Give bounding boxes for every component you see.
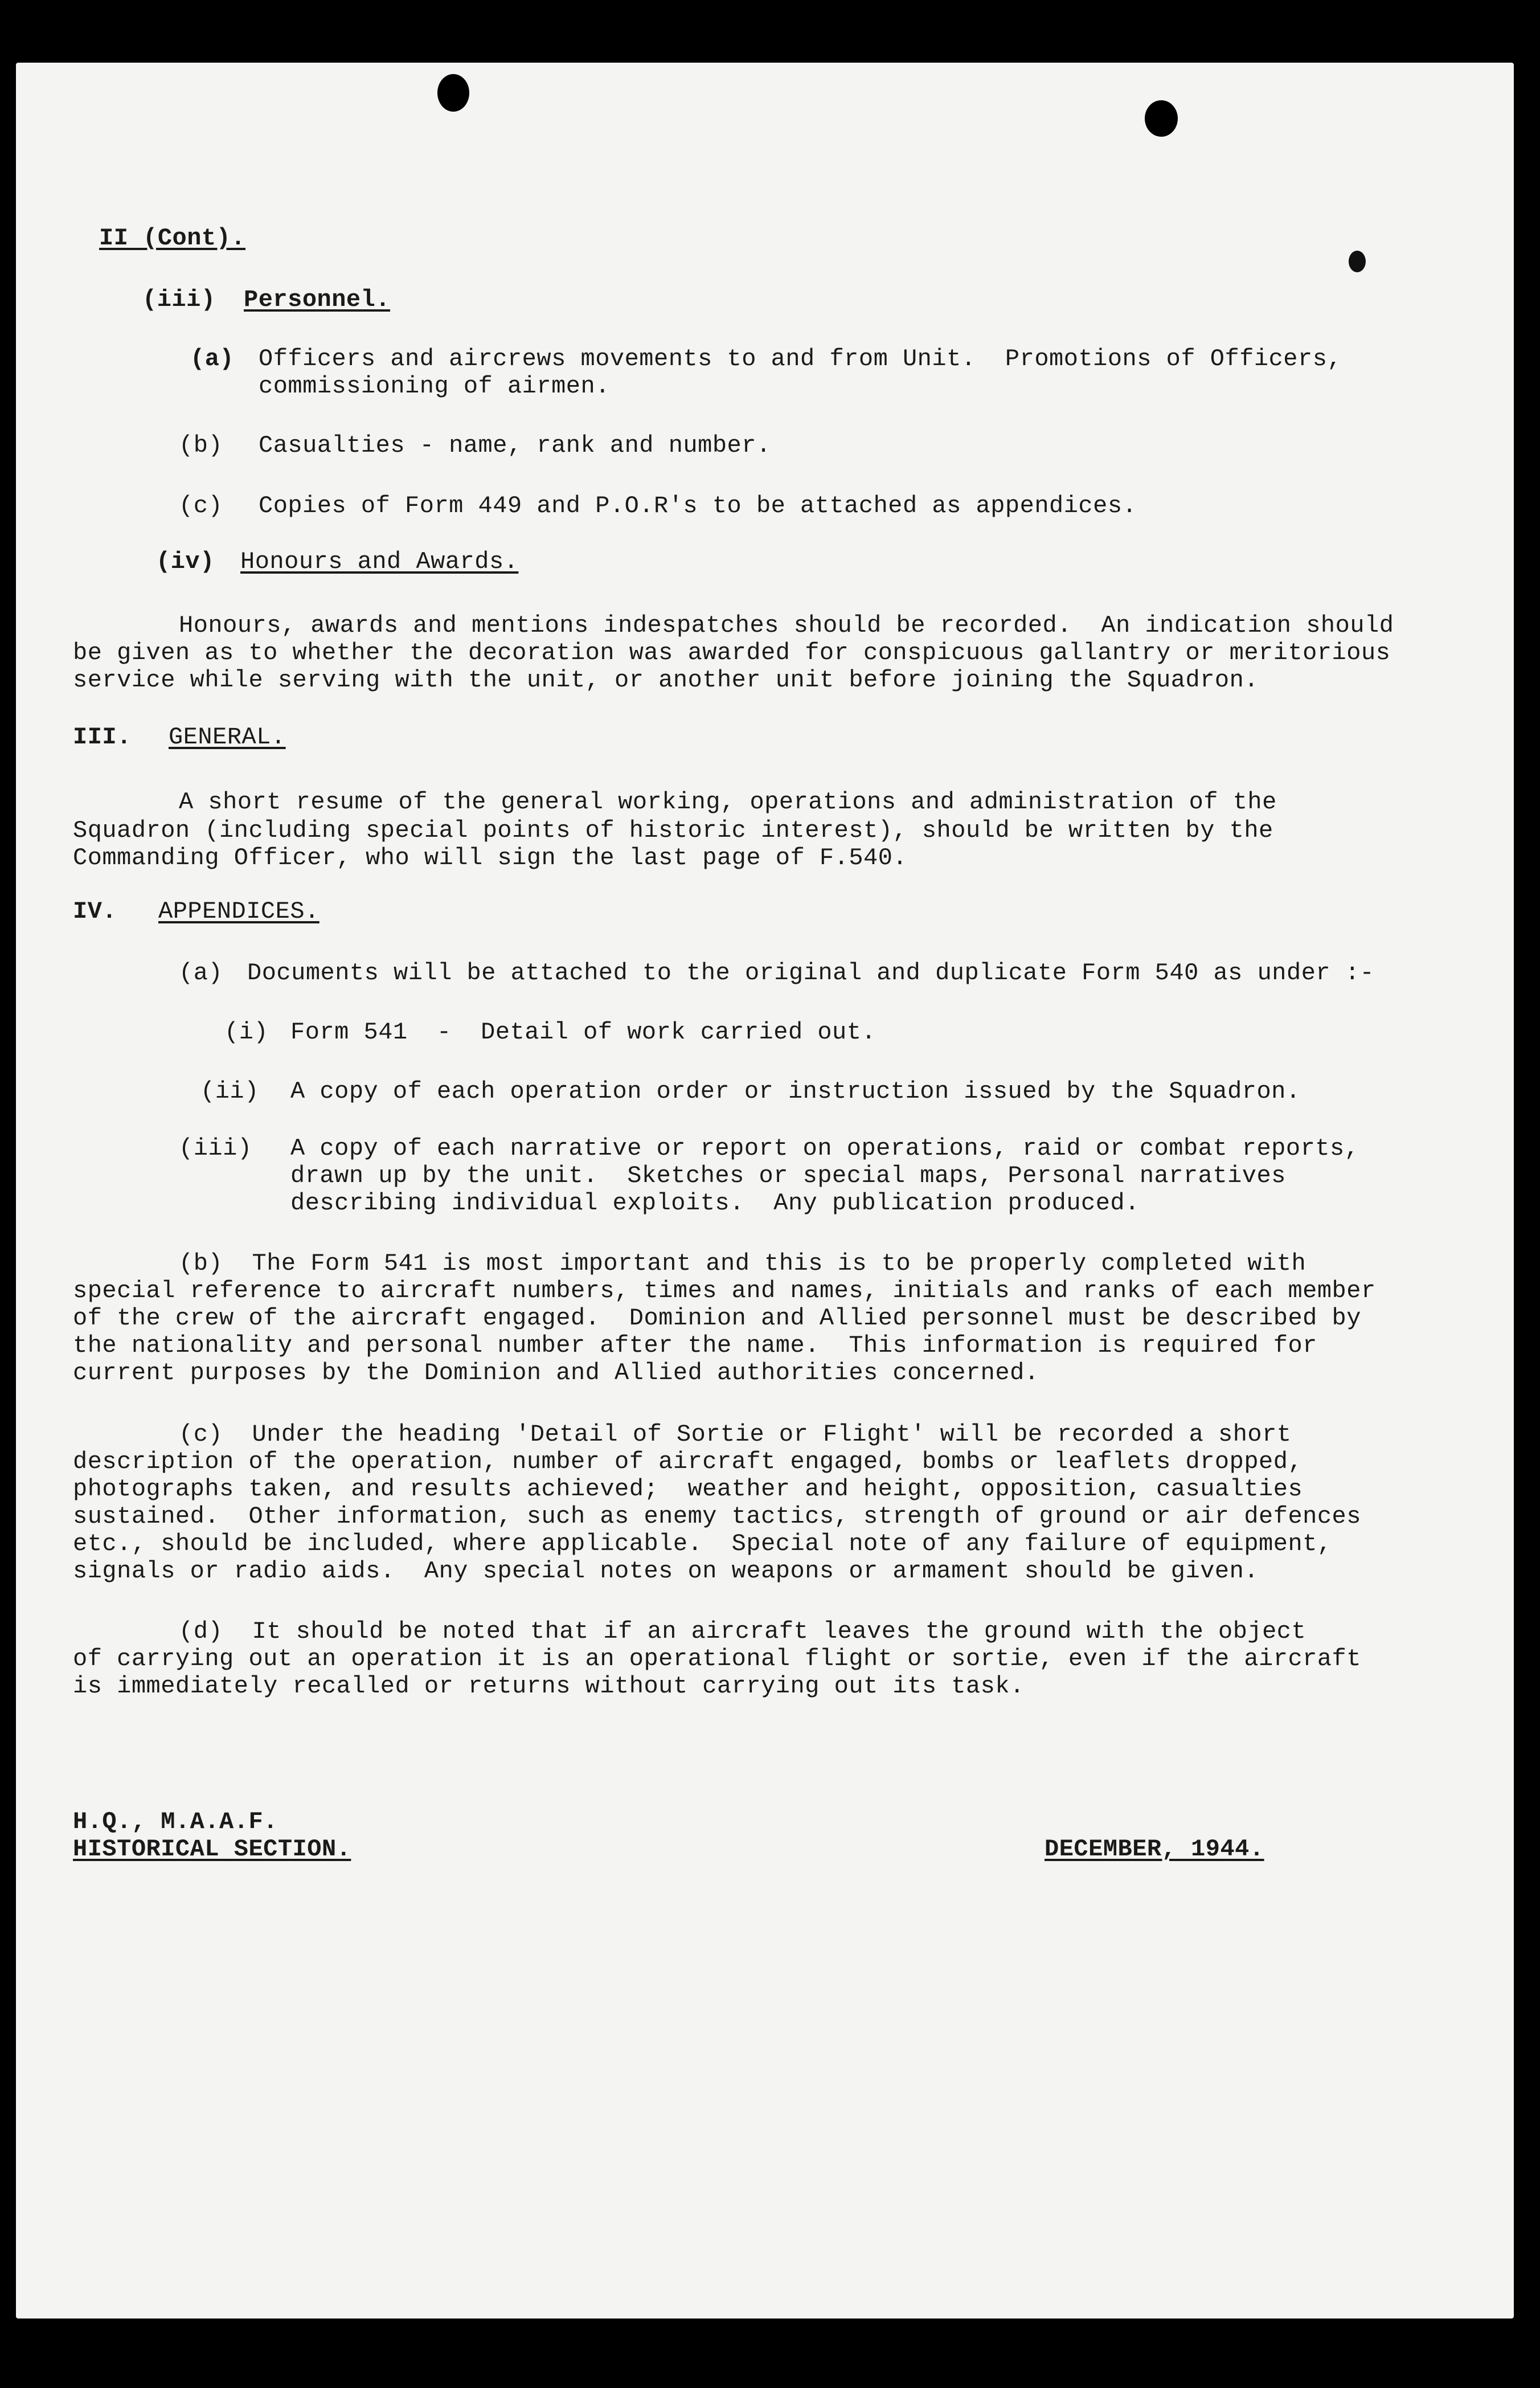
personnel-label: (iii) xyxy=(142,286,216,313)
personnel-c-text: Copies of Form 449 and P.O.R's to be attached as appendices. xyxy=(259,492,1137,520)
section-heading-ii-cont: II (Cont). xyxy=(99,224,246,252)
general-line2: Squadron (including special points of historic interest), should be written by the xyxy=(73,817,1273,844)
general-title: GENERAL. xyxy=(169,723,286,751)
general-line1: A short resume of the general working, operations and administration of the xyxy=(179,788,1277,816)
appendices-c-line6: signals or radio aids. Any special notes on weapons or armament should be given. xyxy=(73,1557,1259,1585)
honours-line1: Honours, awards and mentions indespatches should be recorded. An indication should xyxy=(179,612,1394,639)
appendices-iii-label: (iii) xyxy=(179,1135,252,1162)
personnel-b-label: (b) xyxy=(179,432,223,459)
personnel-a-line1: Officers and aircrews movements to and from Unit. Promotions of Officers, xyxy=(259,345,1342,373)
footer-historical-section: HISTORICAL SECTION. xyxy=(73,1835,351,1863)
appendices-c-line4: sustained. Other information, such as enemy tactics, strength of ground or air defences xyxy=(73,1503,1361,1530)
appendices-b-line1: (b) The Form 541 is most important and this is to be properly completed with xyxy=(179,1250,1306,1277)
ink-blot xyxy=(1349,251,1366,272)
appendices-c-line1: (c) Under the heading 'Detail of Sortie or Flight' will be recorded a short xyxy=(179,1421,1292,1448)
personnel-a-label: (a) xyxy=(190,345,235,373)
appendices-c-line2: description of the operation, number of aircraft engaged, bombs or leaflets dropped, xyxy=(73,1448,1303,1475)
appendices-b-line5: current purposes by the Dominion and Allied authorities concerned. xyxy=(73,1359,1039,1387)
appendices-a-label: (a) xyxy=(179,959,223,987)
appendices-d-line3: is immediately recalled or returns without carrying out its task. xyxy=(73,1673,1025,1700)
punch-hole-right xyxy=(1145,100,1178,137)
honours-label: (iv) xyxy=(156,548,215,575)
honours-line3: service while serving with the unit, or another unit before joining the Squadron. xyxy=(73,666,1259,694)
appendices-iii-line3: describing individual exploits. Any publication produced. xyxy=(290,1189,1140,1217)
appendices-d-line2: of carrying out an operation it is an operational flight or sortie, even if the aircraft xyxy=(73,1645,1361,1673)
personnel-b-text: Casualties - name, rank and number. xyxy=(259,432,771,459)
appendices-a-text: Documents will be attached to the original and duplicate Form 540 as under :- xyxy=(247,959,1375,987)
general-label: III. xyxy=(73,723,132,751)
personnel-c-label: (c) xyxy=(179,492,223,520)
appendices-iii-line1: A copy of each narrative or report on operations, raid or combat reports, xyxy=(290,1135,1359,1162)
appendices-b-line4: the nationality and personal number after the name. This information is required for xyxy=(73,1332,1317,1359)
appendices-b-line3: of the crew of the aircraft engaged. Dominion and Allied personnel must be described by xyxy=(73,1305,1361,1332)
personnel-a-line2: commissioning of airmen. xyxy=(259,373,610,400)
appendices-ii-text: A copy of each operation order or instruction issued by the Squadron. xyxy=(290,1078,1301,1105)
appendices-title: APPENDICES. xyxy=(158,898,320,925)
honours-title: Honours and Awards. xyxy=(240,548,519,575)
appendices-iii-line2: drawn up by the unit. Sketches or special maps, Personal narratives xyxy=(290,1162,1286,1189)
appendices-c-line5: etc., should be included, where applicable. Special note of any failure of equipment, xyxy=(73,1530,1332,1557)
document-page xyxy=(16,63,1514,2319)
honours-line2: be given as to whether the decoration was awarded for conspicuous gallantry or meritorious xyxy=(73,639,1391,666)
punch-hole-left xyxy=(437,74,469,112)
appendices-i-text: Form 541 - Detail of work carried out. xyxy=(290,1019,877,1046)
appendices-b-line2: special reference to aircraft numbers, times and names, initials and ranks of each member xyxy=(73,1277,1376,1305)
appendices-c-line3: photographs taken, and results achieved; weather and height, opposition, casualties xyxy=(73,1475,1303,1503)
personnel-title: Personnel. xyxy=(244,286,391,313)
appendices-ii-label: (ii) xyxy=(200,1078,259,1105)
appendices-label: IV. xyxy=(73,898,117,925)
appendices-i-label: (i) xyxy=(224,1019,269,1046)
appendices-d-line1: (d) It should be noted that if an aircraft leaves the ground with the object xyxy=(179,1618,1306,1645)
footer-date: DECEMBER, 1944. xyxy=(1045,1835,1264,1863)
general-line3: Commanding Officer, who will sign the last page of F.540. xyxy=(73,844,908,872)
footer-hq: H.Q., M.A.A.F. xyxy=(73,1808,278,1835)
